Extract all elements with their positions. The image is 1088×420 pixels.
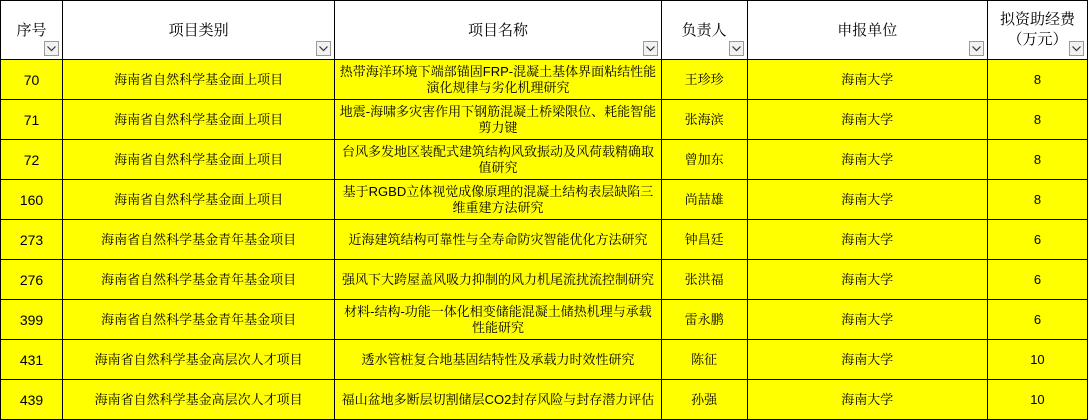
cell-org-text: 海南大学 [841,151,894,167]
header-row [1,1,1088,60]
cell-name [335,220,661,260]
cell-category [63,180,335,220]
table-row [1,220,1088,260]
cell-category [63,220,335,260]
filter-dropdown-icon-fund[interactable] [1069,41,1084,56]
cell-leader [661,220,747,260]
cell-org [747,100,987,140]
cell-leader [661,140,747,180]
table-row [1,140,1088,180]
cell-category-text: 海南省自然科学基金面上项目 [114,71,284,87]
cell-leader-text: 雷永鹏 [684,311,724,327]
cell-fund [987,60,1087,100]
table-body [1,60,1088,420]
cell-leader-text: 王珍珍 [684,71,724,87]
cell-fund-text: 8 [1033,71,1042,87]
cell-name-text: 强风下大跨屋盖风吸力抑制的风力机尾流扰流控制研究 [341,271,654,287]
cell-name-text: 地震-海啸多灾害作用下钢筋混凝土桥梁限位、耗能智能剪力键 [339,103,657,135]
table-row [1,380,1088,420]
cell-seq-text: 273 [19,231,44,248]
cell-leader [661,100,747,140]
cell-org-text: 海南大学 [841,191,894,207]
cell-category [63,380,335,420]
cell-name [335,300,661,340]
cell-name [335,380,661,420]
cell-fund-text: 8 [1033,151,1042,167]
cell-leader-text: 张洪福 [684,271,724,287]
column-header-leader [661,1,747,60]
cell-name-text: 近海建筑结构可靠性与全寿命防灾智能优化方法研究 [348,231,648,247]
cell-seq [1,260,63,300]
column-header-category [63,1,335,60]
cell-category-text: 海南省自然科学基金高层次人才项目 [94,391,303,407]
cell-category-text: 海南省自然科学基金高层次人才项目 [94,351,303,367]
cell-org-text: 海南大学 [841,351,894,367]
table-row [1,60,1088,100]
column-header-fund [987,1,1087,60]
table-row [1,300,1088,340]
cell-org-text: 海南大学 [841,71,894,87]
cell-fund [987,100,1087,140]
cell-seq-text: 160 [19,191,44,208]
cell-name [335,340,661,380]
cell-fund-text: 8 [1033,111,1042,127]
cell-category [63,140,335,180]
table-row [1,340,1088,380]
cell-seq [1,380,63,420]
cell-category-text: 海南省自然科学基金面上项目 [114,151,284,167]
filter-dropdown-icon-category[interactable] [316,41,331,56]
column-header-name [335,1,661,60]
cell-leader-text: 孙强 [691,391,718,407]
cell-leader-text: 钟昌廷 [684,231,724,247]
cell-seq-text: 71 [23,111,40,128]
cell-fund [987,180,1087,220]
cell-fund [987,300,1087,340]
cell-name-text: 基于RGBD立体视觉成像原理的混凝土结构表层缺陷三维重建方法研究 [342,183,654,215]
cell-leader-text: 尚喆雄 [684,191,724,207]
cell-seq-text: 276 [19,271,44,288]
column-header-category-label: 项目类别 [168,21,229,39]
cell-org [747,180,987,220]
cell-org [747,60,987,100]
column-header-fund-label: 拟资助经费（万元） [999,11,1075,48]
table-row [1,100,1088,140]
filter-dropdown-icon-name[interactable] [643,41,658,56]
column-header-org [747,1,987,60]
column-header-seq [1,1,63,60]
cell-seq [1,60,63,100]
cell-leader [661,60,747,100]
cell-org [747,220,987,260]
cell-fund-text: 10 [1030,351,1045,367]
cell-fund [987,380,1087,420]
cell-category [63,340,335,380]
cell-org-text: 海南大学 [841,111,894,127]
cell-leader [661,340,747,380]
cell-name [335,260,661,300]
column-header-leader-label: 负责人 [681,21,727,39]
cell-category-text: 海南省自然科学基金青年基金项目 [101,271,297,287]
table-header [1,1,1088,60]
cell-seq-text: 399 [19,311,44,328]
cell-fund [987,140,1087,180]
cell-seq [1,180,63,220]
cell-name [335,140,661,180]
cell-fund-text: 6 [1033,311,1042,327]
cell-org-text: 海南大学 [841,231,894,247]
cell-category-text: 海南省自然科学基金面上项目 [114,191,284,207]
cell-org-text: 海南大学 [841,271,894,287]
cell-name-text: 材料-结构-功能一体化相变储能混凝土储热机理与承载性能研究 [344,303,652,335]
cell-leader [661,260,747,300]
cell-fund-text: 6 [1033,271,1042,287]
cell-seq [1,140,63,180]
cell-name-text: 台风多发地区装配式建筑结构风致振动及风荷载精确取值研究 [341,143,654,175]
cell-fund [987,260,1087,300]
cell-category [63,260,335,300]
table-row [1,260,1088,300]
cell-leader-text: 曾加东 [684,151,724,167]
cell-category [63,300,335,340]
cell-leader [661,380,747,420]
cell-name [335,180,661,220]
cell-category [63,100,335,140]
cell-category [63,60,335,100]
cell-fund-text: 8 [1033,191,1042,207]
cell-fund-text: 10 [1030,391,1045,407]
cell-seq [1,100,63,140]
cell-org-text: 海南大学 [841,311,894,327]
cell-org [747,140,987,180]
cell-category-text: 海南省自然科学基金面上项目 [114,111,284,127]
cell-leader-text: 陈征 [691,351,718,367]
cell-org [747,380,987,420]
cell-seq [1,340,63,380]
cell-name-text: 福山盆地多断层切割储层CO2封存风险与封存潜力评估 [341,391,655,407]
cell-name [335,100,661,140]
cell-category-text: 海南省自然科学基金青年基金项目 [101,231,297,247]
cell-fund [987,220,1087,260]
cell-fund [987,340,1087,380]
cell-fund-text: 6 [1033,231,1042,247]
cell-seq-text: 70 [23,71,40,88]
cell-seq [1,220,63,260]
filter-dropdown-icon-org[interactable] [969,41,984,56]
cell-seq-text: 72 [23,151,40,168]
column-header-name-label: 项目名称 [467,21,528,39]
cell-name-text: 透水管桩复合地基固结特性及承载力时效性研究 [361,351,635,367]
cell-leader-text: 张海滨 [684,111,724,127]
cell-org [747,260,987,300]
cell-seq [1,300,63,340]
cell-seq-text: 439 [19,391,44,408]
cell-name [335,60,661,100]
filter-dropdown-icon-leader[interactable] [729,41,744,56]
cell-leader [661,180,747,220]
filter-dropdown-icon-seq[interactable] [44,41,59,56]
cell-leader [661,300,747,340]
cell-org-text: 海南大学 [841,391,894,407]
table-row [1,180,1088,220]
column-header-org-label: 申报单位 [837,21,898,39]
cell-name-text: 热带海洋环境下端部锚固FRP-混凝土基体界面粘结性能演化规律与劣化机理研究 [339,63,657,95]
column-header-seq-label: 序号 [16,21,47,39]
cell-category-text: 海南省自然科学基金青年基金项目 [101,311,297,327]
cell-seq-text: 431 [19,351,44,368]
cell-org [747,340,987,380]
cell-org [747,300,987,340]
